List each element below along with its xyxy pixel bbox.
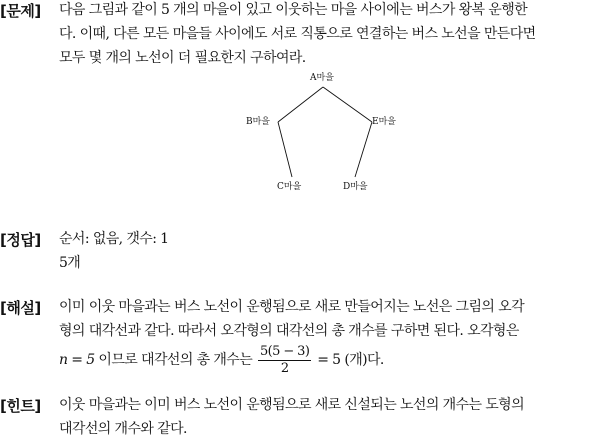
answer-tag: [정답] (0, 231, 41, 249)
hint-text (59, 393, 588, 441)
edge-e-d (355, 122, 372, 177)
answer-value: 5개 (59, 255, 81, 271)
problem-line-2: 다. 이때, 다른 모든 마을들 사이에도 서로 직통으로 연결하는 버스 노선을 만든다면 (59, 26, 536, 42)
edge-a-e (323, 87, 372, 122)
edge-b-c (278, 122, 292, 177)
problem-line-1: 다음 그림과 같이 5 개의 마을이 있고 이웃하는 마을 사이에는 버스가 왕복 운행한 (59, 2, 528, 18)
explanation-tag: [해설] (0, 299, 41, 317)
answer-text (59, 227, 588, 275)
fraction-numerator: 5(5 − 3) (260, 343, 310, 359)
pentagon-diagram (240, 68, 410, 194)
hint-tag: [힌트] (0, 397, 41, 415)
village-d-label: D마을 (343, 182, 368, 192)
hint-line-1: 이웃 마을과는 이미 버스 노선이 운행됨으로 새로 신설되는 노선의 개수는 도형의 (59, 397, 524, 413)
explanation-text (59, 295, 588, 377)
answer-order-count: 순서: 없음, 갯수: 1 (59, 231, 169, 247)
problem-tag: [문제] (0, 2, 41, 20)
edge-a-b (278, 87, 323, 122)
village-c-label: C마을 (277, 182, 302, 192)
village-b-label: B마을 (246, 117, 271, 127)
fraction-denominator: 2 (280, 360, 289, 376)
village-a-label: A마을 (310, 73, 334, 83)
village-e-label: E마을 (372, 117, 396, 127)
explanation-line-3-text: 이므로 대각선의 총 개수는 (98, 352, 253, 368)
diagonal-fraction (258, 344, 311, 377)
problem-text (59, 0, 588, 70)
n-expression: n = 5 (59, 352, 95, 368)
hint-line-2: 대각선의 개수와 같다. (59, 421, 187, 437)
problem-line-3: 모두 몇 개의 노선이 더 필요한지 구하여라. (59, 50, 306, 66)
explanation-line-3 (59, 343, 588, 377)
explanation-line-2: 형의 대각선과 같다. 따라서 오각형의 대각선의 총 개수를 구하면 된다. 오각형은 (59, 323, 519, 339)
explanation-line-1: 이미 이웃 마을과는 버스 노선이 운행됨으로 새로 만들어지는 노선은 그림의 오각 (59, 299, 524, 315)
diagonal-result: = 5 (개)다. (317, 352, 384, 368)
